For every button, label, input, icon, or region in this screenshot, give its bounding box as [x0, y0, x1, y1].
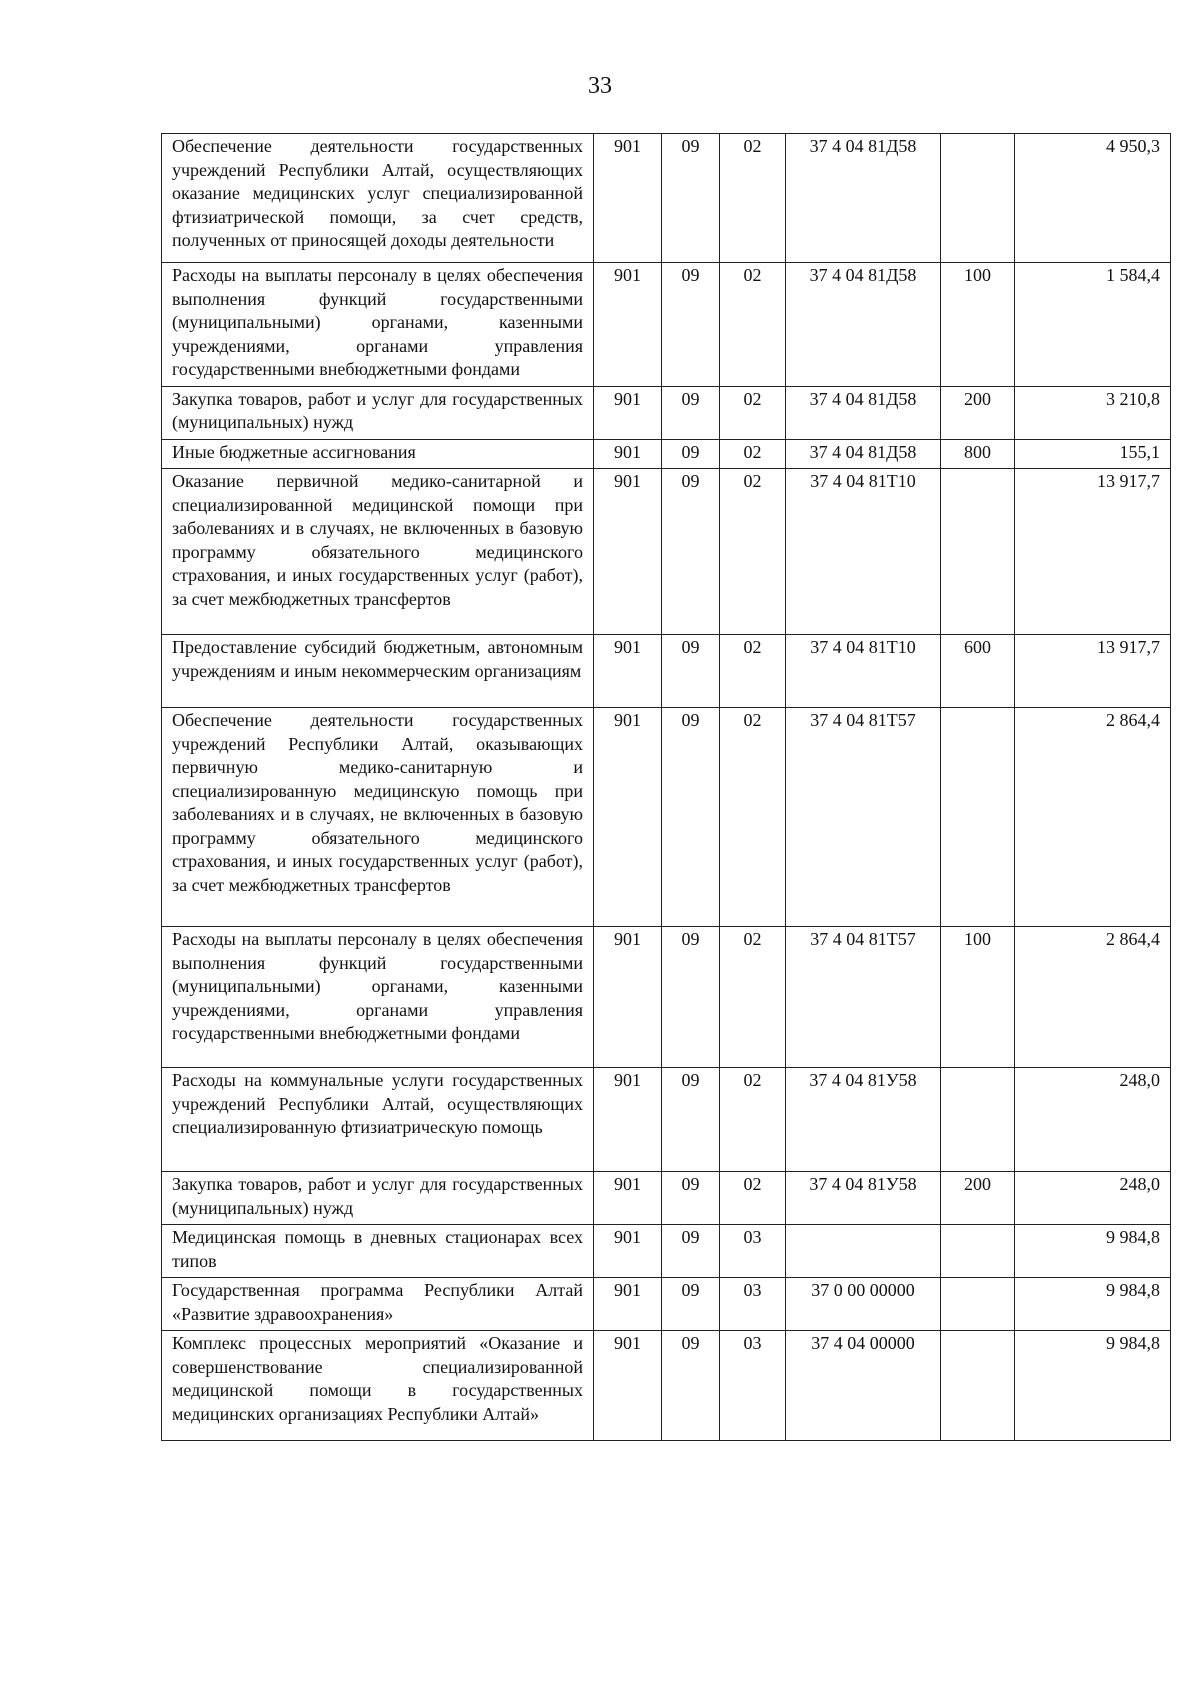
- row-description: Закупка товаров, работ и услуг для государственных (муниципальных) нужд: [162, 1172, 594, 1225]
- section-code: 09: [662, 134, 720, 263]
- expense-type-code: 100: [941, 927, 1015, 1068]
- ministry-code: 901: [594, 635, 662, 708]
- section-code: 09: [662, 1068, 720, 1172]
- expense-type-code: [941, 1068, 1015, 1172]
- amount: 2 864,4: [1015, 927, 1171, 1068]
- section-code: 09: [662, 386, 720, 439]
- target-article-code: 37 4 04 81Т10: [786, 635, 941, 708]
- section-code: 09: [662, 1331, 720, 1441]
- table-row: [162, 927, 1171, 1068]
- target-article-code: 37 4 04 81Д58: [786, 263, 941, 387]
- expense-type-code: 800: [941, 439, 1015, 469]
- target-article-code: 37 4 04 81Т57: [786, 708, 941, 927]
- section-code: 09: [662, 263, 720, 387]
- table-row: [162, 134, 1171, 263]
- expense-type-code: [941, 708, 1015, 927]
- section-code: 09: [662, 439, 720, 469]
- subsection-code: 02: [720, 708, 786, 927]
- row-description: Иные бюджетные ассигнования: [162, 439, 594, 469]
- ministry-code: 901: [594, 1172, 662, 1225]
- section-code: 09: [662, 469, 720, 635]
- amount: 155,1: [1015, 439, 1171, 469]
- amount: 3 210,8: [1015, 386, 1171, 439]
- target-article-code: 37 4 04 81Т10: [786, 469, 941, 635]
- table-row: [162, 708, 1171, 927]
- expense-type-code: 200: [941, 1172, 1015, 1225]
- amount: 13 917,7: [1015, 469, 1171, 635]
- subsection-code: 02: [720, 134, 786, 263]
- ministry-code: 901: [594, 1278, 662, 1331]
- row-description: Комплекс процессных мероприятий «Оказание и совершенствование специализированной медицинской помощи в государственных медицинских организациях Республики Алтай»: [162, 1331, 594, 1441]
- table-row: [162, 635, 1171, 708]
- target-article-code: 37 4 04 81Д58: [786, 439, 941, 469]
- subsection-code: 02: [720, 439, 786, 469]
- ministry-code: 901: [594, 263, 662, 387]
- table-row: [162, 439, 1171, 469]
- expense-type-code: [941, 1225, 1015, 1278]
- row-description: Оказание первичной медико-санитарной и специализированной медицинской помощи при заболеваниях и в случаях, не включенных в базовую программу обязательного медицинского страхования, и иных государственных услуг (работ), за счет межбюджетных трансфертов: [162, 469, 594, 635]
- section-code: 09: [662, 635, 720, 708]
- section-code: 09: [662, 1172, 720, 1225]
- target-article-code: 37 4 04 81Д58: [786, 386, 941, 439]
- expense-type-code: [941, 134, 1015, 263]
- row-description: Расходы на выплаты персоналу в целях обеспечения выполнения функций государственными (муниципальными) органами, казенными учреждениями, органами управления государственными внебюджетными фондами: [162, 927, 594, 1068]
- row-description: Закупка товаров, работ и услуг для государственных (муниципальных) нужд: [162, 386, 594, 439]
- ministry-code: 901: [594, 439, 662, 469]
- target-article-code: 37 0 00 00000: [786, 1278, 941, 1331]
- expense-type-code: [941, 469, 1015, 635]
- section-code: 09: [662, 708, 720, 927]
- ministry-code: 901: [594, 134, 662, 263]
- subsection-code: 02: [720, 1172, 786, 1225]
- expense-type-code: 100: [941, 263, 1015, 387]
- table-row: [162, 1331, 1171, 1441]
- section-code: 09: [662, 1278, 720, 1331]
- amount: 1 584,4: [1015, 263, 1171, 387]
- page-number: 33: [588, 73, 612, 99]
- amount: 2 864,4: [1015, 708, 1171, 927]
- ministry-code: 901: [594, 927, 662, 1068]
- expense-type-code: 600: [941, 635, 1015, 708]
- table-row: [162, 1172, 1171, 1225]
- target-article-code: 37 4 04 81У58: [786, 1172, 941, 1225]
- subsection-code: 02: [720, 386, 786, 439]
- section-code: 09: [662, 927, 720, 1068]
- amount: 248,0: [1015, 1172, 1171, 1225]
- ministry-code: 901: [594, 1068, 662, 1172]
- expense-type-code: [941, 1331, 1015, 1441]
- subsection-code: 02: [720, 927, 786, 1068]
- table-row: [162, 469, 1171, 635]
- amount: 4 950,3: [1015, 134, 1171, 263]
- subsection-code: 02: [720, 635, 786, 708]
- row-description: Государственная программа Республики Алтай «Развитие здравоохранения»: [162, 1278, 594, 1331]
- budget-table: [161, 133, 1171, 1441]
- row-description: Медицинская помощь в дневных стационарах всех типов: [162, 1225, 594, 1278]
- amount: 9 984,8: [1015, 1278, 1171, 1331]
- target-article-code: 37 4 04 81Т57: [786, 927, 941, 1068]
- expense-type-code: 200: [941, 386, 1015, 439]
- amount: 9 984,8: [1015, 1225, 1171, 1278]
- ministry-code: 901: [594, 1331, 662, 1441]
- table-row: [162, 263, 1171, 387]
- table-row: [162, 1225, 1171, 1278]
- amount: 9 984,8: [1015, 1331, 1171, 1441]
- ministry-code: 901: [594, 386, 662, 439]
- ministry-code: 901: [594, 1225, 662, 1278]
- subsection-code: 02: [720, 469, 786, 635]
- subsection-code: 03: [720, 1225, 786, 1278]
- subsection-code: 03: [720, 1278, 786, 1331]
- target-article-code: 37 4 04 81Д58: [786, 134, 941, 263]
- ministry-code: 901: [594, 469, 662, 635]
- row-description: Расходы на выплаты персоналу в целях обеспечения выполнения функций государственными (муниципальными) органами, казенными учреждениями, органами управления государственными внебюджетными фондами: [162, 263, 594, 387]
- table-row: [162, 386, 1171, 439]
- section-code: 09: [662, 1225, 720, 1278]
- amount: 248,0: [1015, 1068, 1171, 1172]
- target-article-code: 37 4 04 81У58: [786, 1068, 941, 1172]
- row-description: Расходы на коммунальные услуги государственных учреждений Республики Алтай, осуществляющих специализированную фтизиатрическую помощь: [162, 1068, 594, 1172]
- target-article-code: 37 4 04 00000: [786, 1331, 941, 1441]
- subsection-code: 02: [720, 263, 786, 387]
- amount: 13 917,7: [1015, 635, 1171, 708]
- table-row: [162, 1068, 1171, 1172]
- row-description: Предоставление субсидий бюджетным, автономным учреждениям и иным некоммерческим организациям: [162, 635, 594, 708]
- row-description: Обеспечение деятельности государственных учреждений Республики Алтай, осуществляющих оказание медицинских услуг специализированной фтизиатрической помощи, за счет средств, полученных от приносящей доходы деятельности: [162, 134, 594, 263]
- subsection-code: 02: [720, 1068, 786, 1172]
- row-description: Обеспечение деятельности государственных учреждений Республики Алтай, оказывающих первичную медико-санитарную и специализированную медицинскую помощь при заболеваниях и в случаях, не включенных в базовую программу обязательного медицинского страхования, и иных государственных услуг (работ), за счет межбюджетных трансфертов: [162, 708, 594, 927]
- table-row: [162, 1278, 1171, 1331]
- subsection-code: 03: [720, 1331, 786, 1441]
- expense-type-code: [941, 1278, 1015, 1331]
- target-article-code: [786, 1225, 941, 1278]
- ministry-code: 901: [594, 708, 662, 927]
